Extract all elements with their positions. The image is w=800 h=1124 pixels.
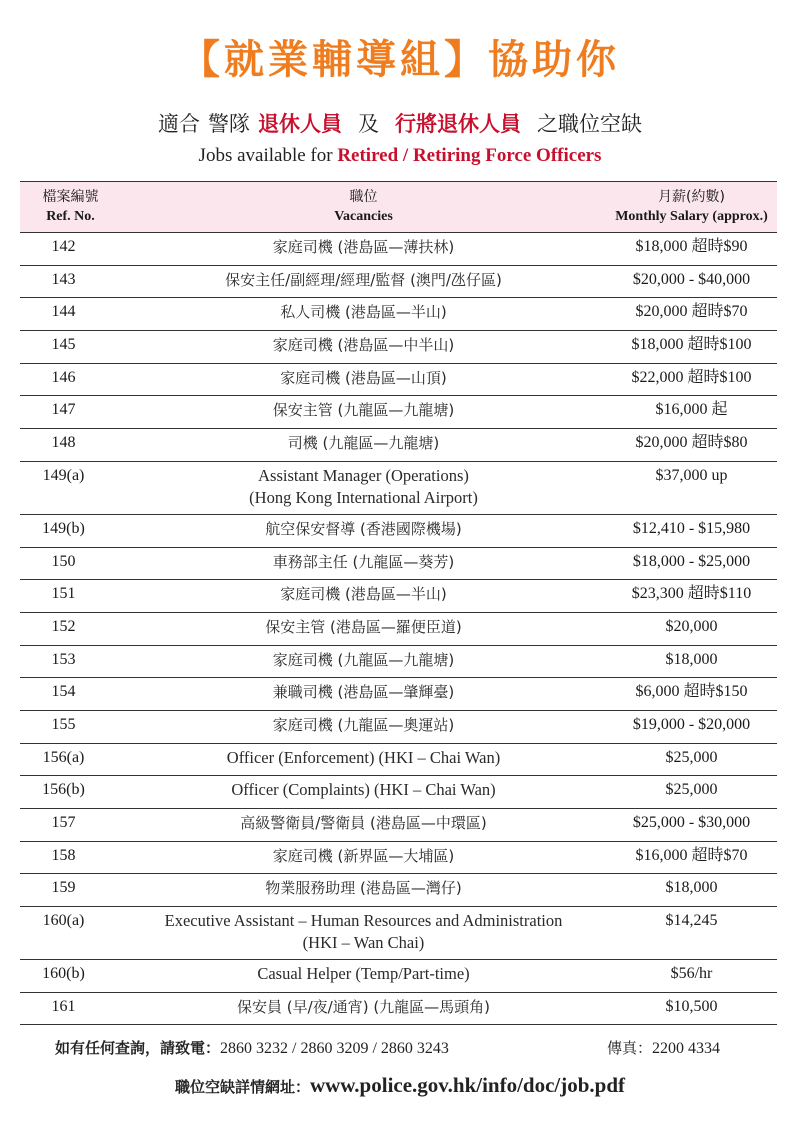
cell-vacancy (121, 363, 606, 396)
cell-ref-no: 144 (20, 298, 121, 331)
cell-vacancy (121, 776, 606, 809)
header-vacancies-zh: 職位 (349, 189, 378, 205)
vacancy-line: 家庭司機 (九龍區—九龍塘) (272, 650, 455, 669)
cell-ref-no: 143 (20, 265, 121, 298)
cell-vacancy (121, 429, 606, 462)
vacancy-line: 家庭司機 (港島區—薄扶林) (272, 238, 455, 256)
header-salary-zh: 月薪(約數) (658, 189, 725, 205)
vacancy-line: 保安主管 (港島區—羅便臣道) (265, 617, 462, 636)
cell-ref-no: 156(a) (20, 743, 121, 776)
table-row (20, 809, 777, 842)
cell-vacancy (121, 461, 606, 514)
cell-ref-no: 150 (20, 547, 121, 580)
cell-vacancy (121, 580, 606, 613)
cell-ref-no: 161 (20, 992, 121, 1025)
table-row (20, 580, 777, 613)
table-row (20, 907, 777, 960)
vacancy-line: 保安員 (早/夜/通宵) (九龍區—馬頭角) (236, 997, 491, 1016)
contact-info (55, 1037, 775, 1058)
cell-ref-no: 151 (20, 580, 121, 613)
vacancy-line: 家庭司機 (港島區—山頂) (280, 368, 447, 387)
cell-vacancy (121, 710, 606, 743)
vacancy-line: 車務部主任 (九龍區—葵芳) (272, 552, 455, 571)
website-info (0, 1073, 800, 1098)
cell-vacancy (121, 298, 606, 331)
cell-vacancy (121, 514, 606, 547)
cell-salary: $18,000 (606, 874, 777, 907)
subtitle-part4: 之職位空缺 (537, 112, 642, 136)
cell-ref-no: 149(b) (20, 514, 121, 547)
page-title: 【就業輔導組】協助你 (180, 37, 620, 83)
vacancy-line: 家庭司機 (港島區—中半山) (272, 336, 455, 355)
cell-vacancy (121, 841, 606, 874)
table-row (20, 776, 777, 809)
header-vacancies (121, 182, 606, 233)
cell-ref-no: 155 (20, 710, 121, 743)
cell-vacancy (121, 265, 606, 298)
cell-salary: $14,245 (606, 907, 777, 960)
cell-vacancy (121, 992, 606, 1025)
enquiry-label: 如有任何查詢，請致電： (55, 1039, 221, 1057)
vacancy-line: (HKI – Wan Chai) (302, 933, 425, 953)
cell-vacancy (121, 396, 606, 429)
table-row (20, 514, 777, 547)
cell-vacancy (121, 547, 606, 580)
website-label: 職位空缺詳情網址： (174, 1078, 310, 1096)
fax-info (607, 1037, 720, 1058)
cell-vacancy (121, 233, 606, 266)
vacancy-line: 兼職司機 (港島區—肇輝臺) (272, 683, 455, 702)
header-salary-en: Monthly Salary (approx.) (615, 209, 768, 224)
vacancy-line: 司機 (九龍區—九龍塘) (287, 434, 440, 453)
cell-salary: $20,000 (606, 612, 777, 645)
header-ref-no-zh: 檔案編號 (42, 189, 99, 205)
vacancy-line: 物業服務助理 (港島區—灣仔) (265, 879, 462, 898)
cell-salary: $20,000 超時$80 (606, 429, 777, 462)
subtitle-part3: 及 (358, 112, 379, 136)
table-row (20, 298, 777, 331)
vacancy-line: 家庭司機 (九龍區—奧運站) (272, 715, 455, 734)
table-row (20, 710, 777, 743)
vacancy-line: 家庭司機 (港島區—半山) (280, 585, 447, 604)
cell-salary: $16,000 起 (606, 396, 777, 429)
cell-salary: $25,000 (606, 776, 777, 809)
cell-salary: $25,000 - $30,000 (606, 809, 777, 842)
cell-ref-no: 159 (20, 874, 121, 907)
table-row (20, 960, 777, 993)
cell-ref-no: 153 (20, 645, 121, 678)
cell-ref-no: 154 (20, 678, 121, 711)
cell-vacancy (121, 743, 606, 776)
table-row (20, 645, 777, 678)
fax-label: 傳真： (607, 1039, 653, 1057)
table-row (20, 233, 777, 266)
vacancy-line: 私人司機 (港島區—半山) (280, 303, 447, 322)
vacancy-line: 保安主管 (九龍區—九龍塘) (272, 401, 455, 420)
subtitle-highlight-retired: 退休人員 (258, 112, 342, 136)
cell-salary: $10,500 (606, 992, 777, 1025)
vacancy-line: Casual Helper (Temp/Part-time) (257, 964, 470, 984)
table-row (20, 429, 777, 462)
cell-vacancy (121, 612, 606, 645)
cell-ref-no: 157 (20, 809, 121, 842)
header-ref-no (20, 182, 121, 233)
header-salary (606, 182, 777, 233)
cell-ref-no: 158 (20, 841, 121, 874)
table-header-row (20, 182, 777, 233)
cell-vacancy (121, 874, 606, 907)
cell-salary: $18,000 超時$100 (606, 331, 777, 364)
subtitle-part2: 警隊 (208, 112, 250, 136)
cell-ref-no: 142 (20, 233, 121, 266)
table-row (20, 678, 777, 711)
cell-ref-no: 147 (20, 396, 121, 429)
vacancy-line: (Hong Kong International Airport) (249, 487, 478, 507)
cell-vacancy (121, 645, 606, 678)
subtitle-chinese (0, 108, 800, 138)
cell-ref-no: 156(b) (20, 776, 121, 809)
vacancy-table (20, 181, 777, 1025)
cell-salary: $12,410 - $15,980 (606, 514, 777, 547)
header-ref-no-en: Ref. No. (46, 209, 95, 224)
cell-vacancy (121, 809, 606, 842)
table-row (20, 461, 777, 514)
cell-vacancy (121, 678, 606, 711)
cell-salary: $18,000 - $25,000 (606, 547, 777, 580)
table-row (20, 547, 777, 580)
cell-ref-no: 152 (20, 612, 121, 645)
cell-salary: $6,000 超時$150 (606, 678, 777, 711)
table-row (20, 743, 777, 776)
table-row (20, 992, 777, 1025)
cell-salary: $18,000 超時$90 (606, 233, 777, 266)
table-row (20, 363, 777, 396)
cell-ref-no: 148 (20, 429, 121, 462)
cell-ref-no: 160(b) (20, 960, 121, 993)
cell-salary: $16,000 超時$70 (606, 841, 777, 874)
vacancy-line: 保安主任/副經理/經理/監督 (澳門/氹仔區) (225, 270, 502, 289)
vacancy-line: Officer (Complaints) (HKI – Chai Wan) (231, 780, 496, 800)
table-row (20, 612, 777, 645)
cell-ref-no: 145 (20, 331, 121, 364)
subtitle-en-prefix: Jobs available for (198, 145, 333, 166)
vacancy-line: 航空保安督導 (香港國際機場) (265, 519, 462, 538)
table-row (20, 874, 777, 907)
cell-vacancy (121, 960, 606, 993)
vacancy-line: Assistant Manager (Operations) (258, 465, 469, 485)
subtitle-english (0, 145, 800, 167)
cell-salary: $22,000 超時$100 (606, 363, 777, 396)
cell-salary: $37,000 up (606, 461, 777, 514)
subtitle-highlight-retiring: 行將退休人員 (395, 112, 521, 136)
vacancy-line: 高級警衛員/警衛員 (港島區—中環區) (240, 814, 487, 832)
cell-salary: $25,000 (606, 743, 777, 776)
table-body (20, 233, 777, 1025)
cell-ref-no: 160(a) (20, 907, 121, 960)
cell-salary: $23,300 超時$110 (606, 580, 777, 613)
cell-vacancy (121, 907, 606, 960)
fax-number: 2200 4334 (652, 1040, 721, 1057)
enquiry-phones: 2860 3232 / 2860 3209 / 2860 3243 (220, 1040, 449, 1057)
cell-salary: $56/hr (606, 960, 777, 993)
cell-ref-no: 146 (20, 363, 121, 396)
vacancy-line: Officer (Enforcement) (HKI – Chai Wan) (226, 747, 501, 767)
vacancy-line: Executive Assistant – Human Resources and Administration (164, 911, 563, 931)
header-vacancies-en: Vacancies (334, 209, 393, 224)
cell-salary: $18,000 (606, 645, 777, 678)
vacancy-line: 家庭司機 (新界區—大埔區) (272, 846, 455, 865)
cell-salary: $20,000 超時$70 (606, 298, 777, 331)
website-url[interactable]: www.police.gov.hk/info/doc/job.pdf (309, 1073, 626, 1097)
cell-salary: $19,000 - $20,000 (606, 710, 777, 743)
table-row (20, 841, 777, 874)
table-row (20, 396, 777, 429)
cell-salary: $20,000 - $40,000 (606, 265, 777, 298)
cell-ref-no: 149(a) (20, 461, 121, 514)
subtitle-part1: 適合 (158, 112, 200, 136)
subtitle-en-highlight: Retired / Retiring Force Officers (337, 145, 602, 166)
table-row (20, 331, 777, 364)
table-row (20, 265, 777, 298)
cell-vacancy (121, 331, 606, 364)
